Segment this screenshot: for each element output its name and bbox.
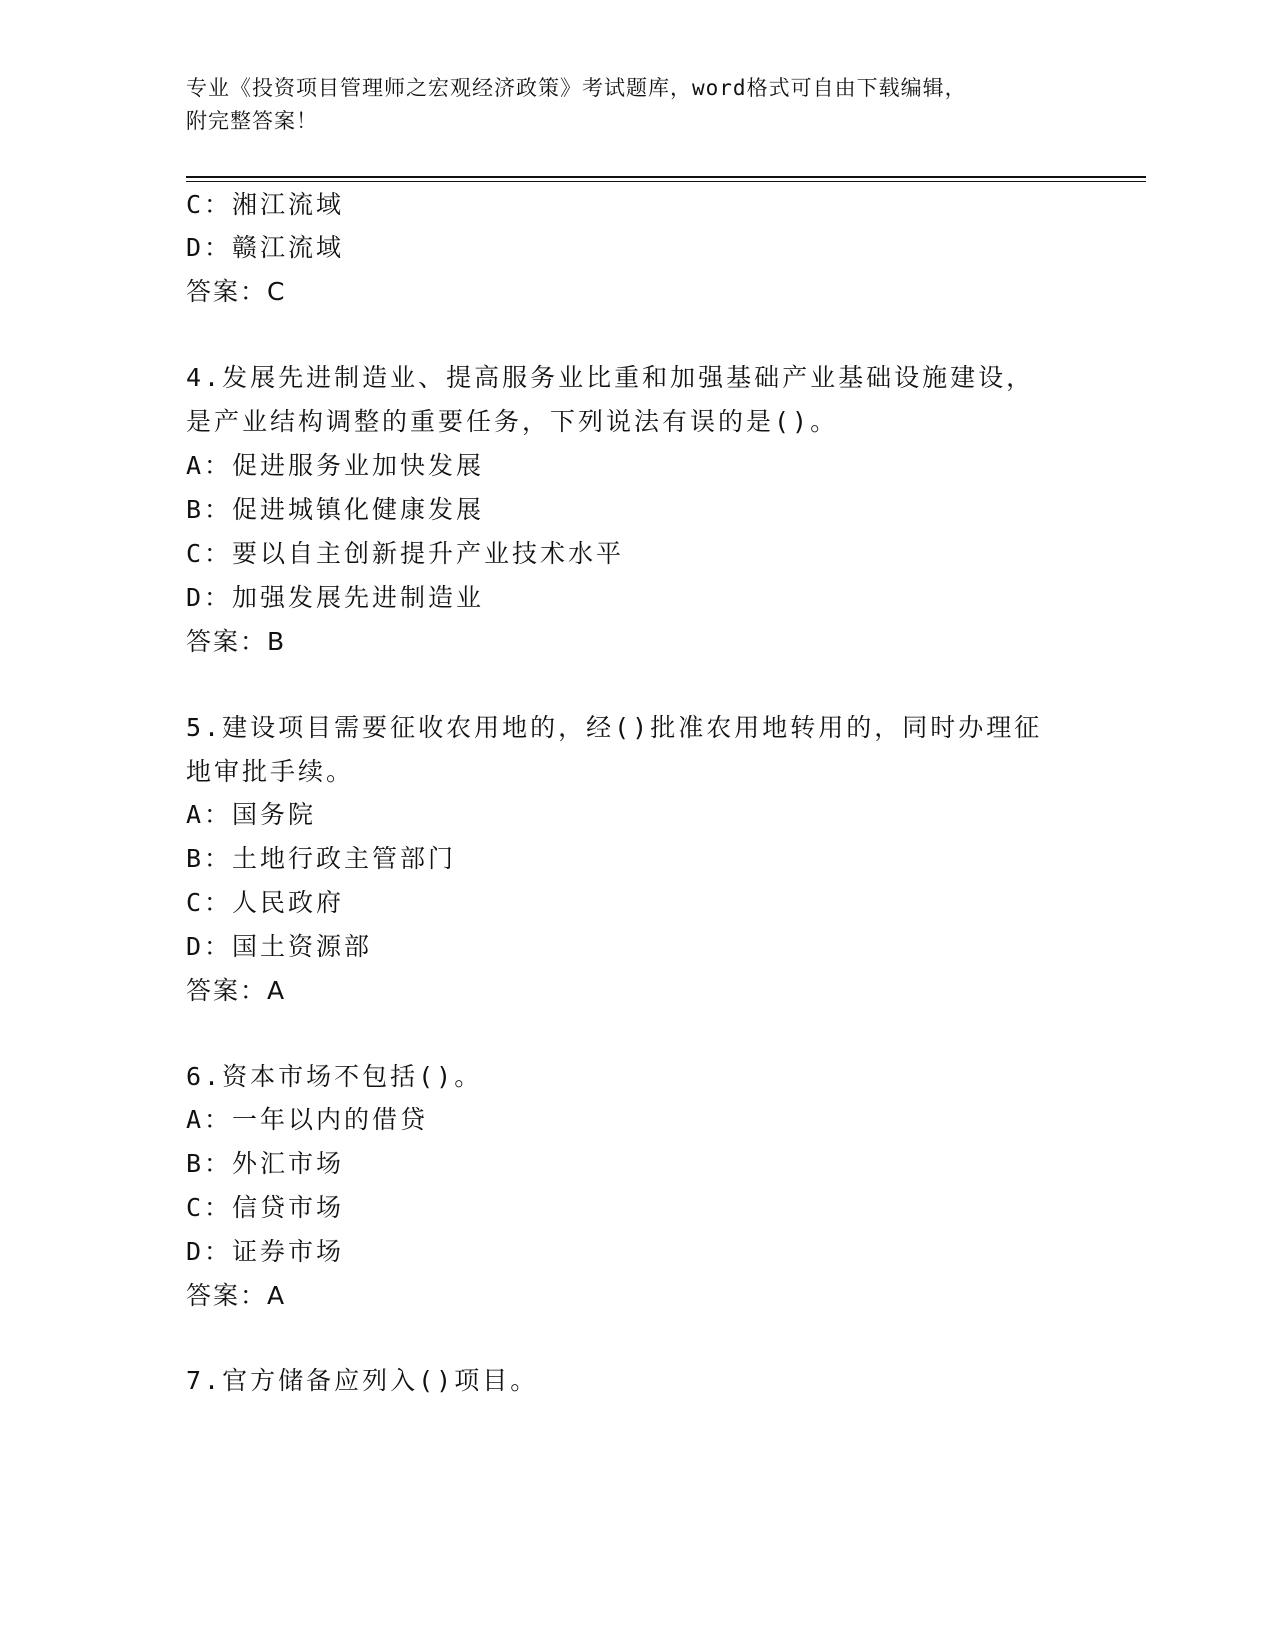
- q7-stem-line-1: 7.官方储备应列入()项目。: [186, 1366, 539, 1395]
- prev-answer: 答案：C: [186, 277, 287, 306]
- q6-option-a: A：一年以内的借贷: [186, 1105, 429, 1134]
- q6-option-d: D：证券市场: [186, 1237, 345, 1266]
- q4-answer: 答案：B: [186, 627, 287, 656]
- q4-option-c: C：要以自主创新提升产业技术水平: [186, 539, 625, 568]
- header-line-2: 附完整答案！: [186, 109, 318, 133]
- header-divider-thick: [186, 176, 1146, 178]
- q4-stem-line-1: 4.发展先进制造业、提高服务业比重和加强基础产业基础设施建设，: [186, 363, 1035, 392]
- header-line-1: 专业《投资项目管理师之宏观经济政策》考试题库，word格式可自由下载编辑，: [186, 76, 967, 100]
- q6-answer: 答案：A: [186, 1281, 287, 1310]
- q5-option-d: D：国土资源部: [186, 932, 373, 961]
- header-divider-thin: [186, 181, 1146, 182]
- q5-option-b: B：土地行政主管部门: [186, 844, 457, 873]
- q5-option-a: A：国务院: [186, 800, 317, 829]
- q5-stem-line-2: 地审批手续。: [186, 757, 355, 786]
- q6-option-c: C：信贷市场: [186, 1193, 345, 1222]
- q4-option-b: B：促进城镇化健康发展: [186, 495, 485, 524]
- q4-stem-line-2: 是产业结构调整的重要任务，下列说法有误的是()。: [186, 407, 839, 436]
- q4-option-a: A：促进服务业加快发展: [186, 451, 485, 480]
- q5-option-c: C：人民政府: [186, 888, 345, 917]
- q6-option-b: B：外汇市场: [186, 1149, 345, 1178]
- prev-option-d: D：赣江流域: [186, 233, 345, 262]
- prev-option-c: C：湘江流域: [186, 190, 345, 219]
- q5-answer: 答案：A: [186, 976, 287, 1005]
- q6-stem-line-1: 6.资本市场不包括()。: [186, 1062, 483, 1091]
- q4-option-d: D：加强发展先进制造业: [186, 583, 485, 612]
- q5-stem-line-1: 5.建设项目需要征收农用地的，经()批准农用地转用的，同时办理征: [186, 713, 1043, 742]
- document-header: [186, 72, 1086, 138]
